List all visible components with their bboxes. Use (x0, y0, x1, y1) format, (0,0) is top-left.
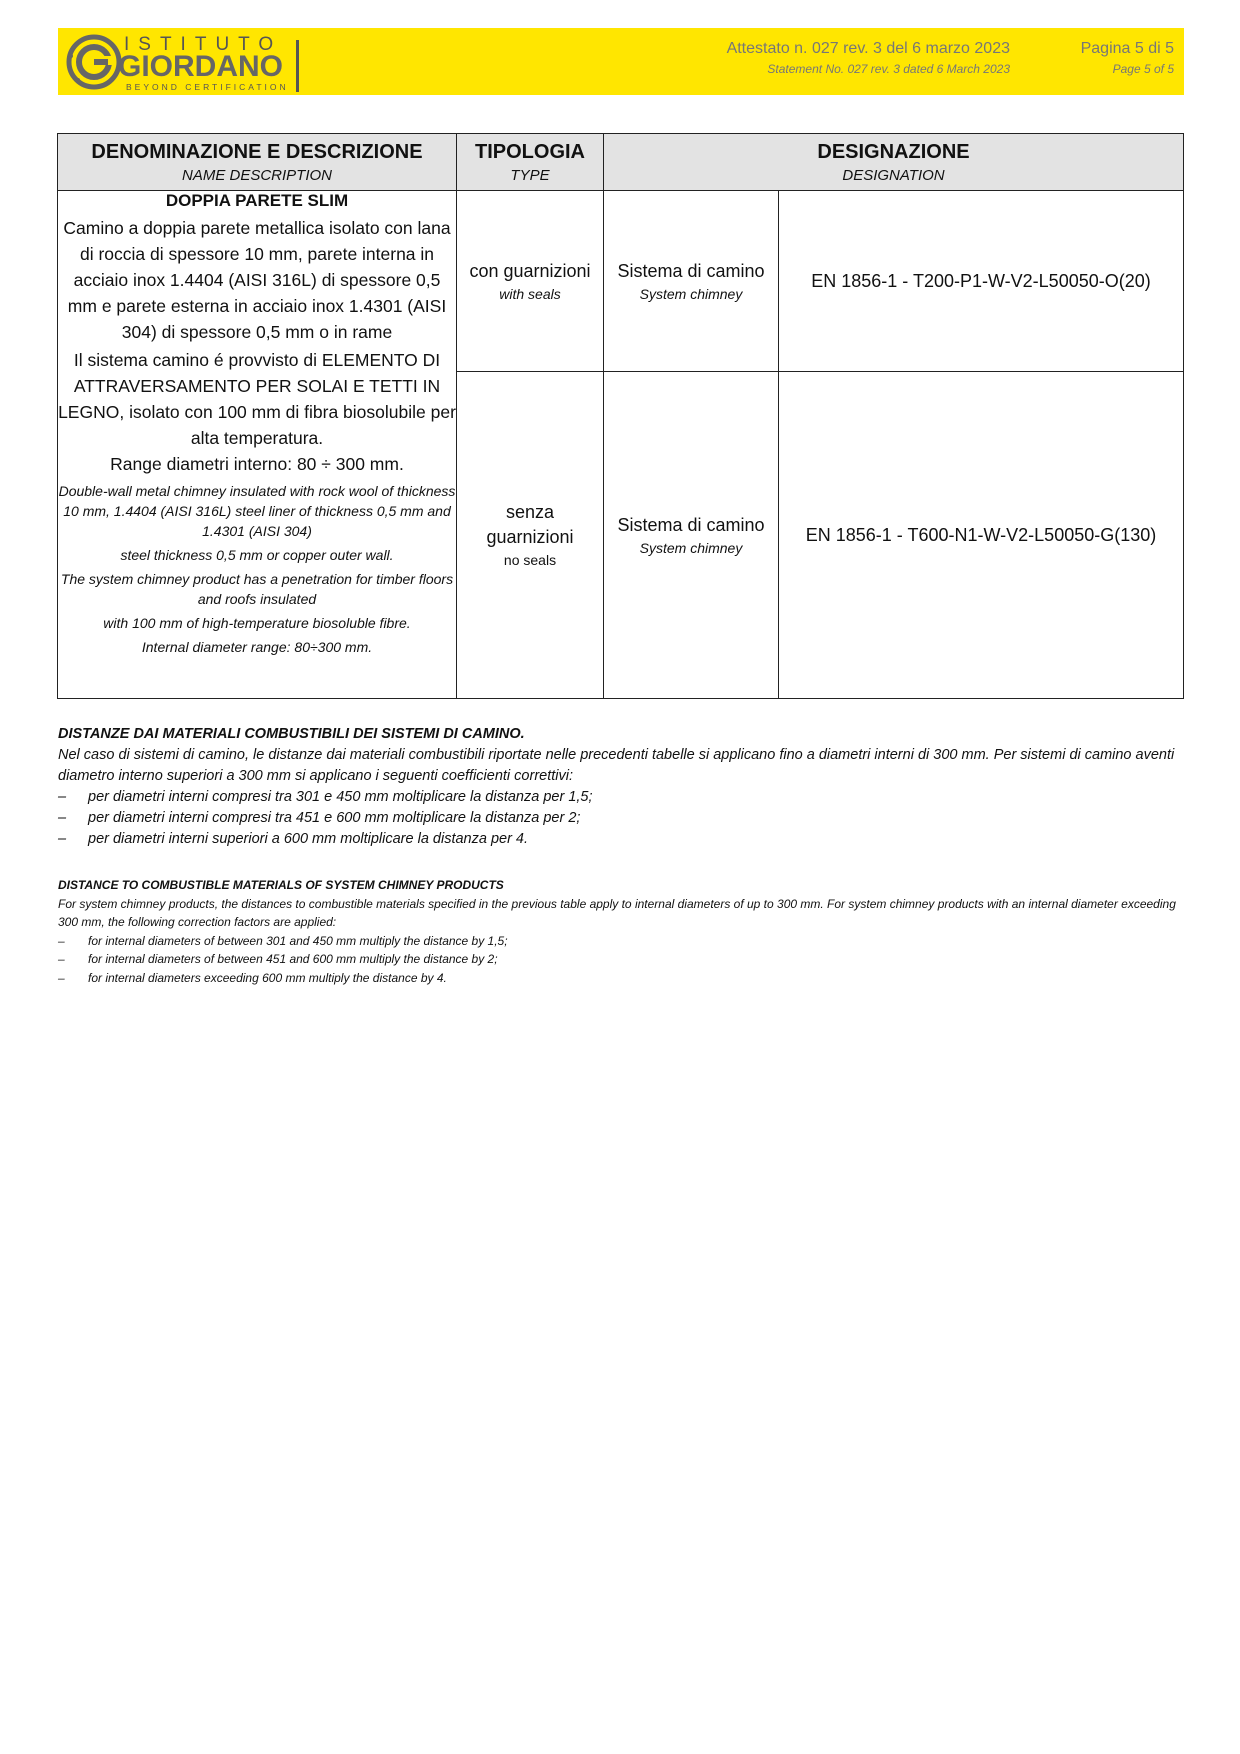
logo-top-text: ISTITUTO (124, 34, 283, 55)
statement-info (727, 40, 1010, 76)
logo-main-text: GIORDANO (118, 50, 283, 83)
list-item-text: per diametri interni superiori a 600 mm moltiplicare la distanza per 4. (88, 831, 529, 847)
list-item (58, 932, 1178, 951)
description-it-3: Range diametri interno: 80 ÷ 300 mm. (110, 454, 404, 474)
designation-table (57, 133, 1184, 699)
list-item-text: for internal diameters of between 301 and 450 mm multiply the distance by 1,5; (88, 933, 508, 948)
description-en-3: The system chimney product has a penetration for timber floors and roofs insulated (60, 571, 454, 607)
list-item (58, 808, 1178, 829)
statement-it: Attestato n. 027 rev. 3 del 6 marzo 2023 (726, 40, 1010, 57)
designation-cell: EN 1856-1 - T600-N1-W-V2-L50050-G(130) (779, 372, 1184, 699)
notes-english (58, 876, 1178, 987)
logo-sub-text: BEYOND CERTIFICATION (126, 82, 289, 92)
list-item (58, 950, 1178, 969)
table-header-row (58, 134, 1184, 191)
header-type (457, 134, 604, 191)
list-dash: – (58, 933, 65, 948)
system-en: System chimney (639, 285, 743, 302)
system-it: Sistema di camino (617, 514, 765, 535)
type-it-line-1: senza (505, 502, 555, 522)
description-it-1: Camino a doppia parete metallica isolato con lana di roccia di spessore 10 mm, parete interna in acciaio inox 1.4404 (AISI 316L) di spessore 0,5 mm e parete esterna in acciaio inox 1.4301 (AISI 304) di spessore 0,5 mm o in rame (63, 218, 451, 342)
list-item-text: per diametri interni compresi tra 451 e 600 mm moltiplicare la distanza per 2; (88, 810, 581, 826)
list-dash: – (58, 970, 65, 985)
description-it-2: Il sistema camino é provvisto di ELEMENTO DI ATTRAVERSAMENTO PER SOLAI E TETTI IN LEGNO, isolato con 100 mm di fibra biosolubile per alta temperatura. (58, 350, 456, 448)
type-cell (457, 372, 604, 699)
logo-divider (296, 40, 299, 92)
notes-it-body: Nel caso di sistemi di camino, le distanze dai materiali combustibili riportate nelle precedenti tabelle si applicano fino a diametri interni di 300 mm. Per sistemi di camino aventi diametro interno superiori a 300 mm si applicano i seguenti coefficienti correttivi: (58, 747, 1175, 784)
list-item-text: for internal diameters exceeding 600 mm multiply the distance by 4. (88, 970, 447, 985)
header-designation (604, 134, 1184, 191)
header-designation-en: DESIGNATION (842, 166, 945, 184)
description-en-4: with 100 mm of high-temperature biosoluble fibre. (103, 615, 411, 631)
list-item-text: for internal diameters of between 451 and 600 mm multiply the distance by 2; (88, 952, 498, 966)
designation-cell: EN 1856-1 - T200-P1-W-V2-L50050-O(20) (779, 191, 1184, 372)
description-en-2: steel thickness 0,5 mm or copper outer wall. (120, 547, 394, 563)
header-designation-it: DESIGNAZIONE (817, 140, 970, 163)
notes-en-title: DISTANCE TO COMBUSTIBLE MATERIALS OF SYSTEM CHIMNEY PRODUCTS (58, 878, 504, 892)
type-en: no seals (503, 552, 557, 568)
notes-italian (58, 724, 1178, 850)
list-dash: – (58, 789, 67, 805)
giordano-g-logo-icon (66, 34, 122, 90)
description-cell (58, 191, 457, 699)
notes-en-body: For system chimney products, the distances to combustible materials specified in the previous table apply to internal diameters of up to 300 mm. For system chimney products with an internal diameter exceeding 300 mm, the following correction factors are applied: (58, 896, 1176, 929)
description-en-5: Internal diameter range: 80÷300 mm. (141, 639, 373, 655)
system-cell (604, 372, 779, 699)
header-name-description (58, 134, 457, 191)
list-dash: – (58, 810, 67, 826)
list-dash: – (58, 952, 65, 966)
header-name-it: DENOMINAZIONE E DESCRIZIONE (91, 140, 423, 163)
list-item (58, 787, 1178, 808)
list-item-text: per diametri interni compresi tra 301 e 450 mm moltiplicare la distanza per 1,5; (88, 789, 593, 805)
header-band (58, 28, 1184, 95)
header-name-en: NAME DESCRIPTION (181, 166, 332, 184)
notes-it-title: DISTANZE DAI MATERIALI COMBUSTIBILI DEI SISTEMI DI CAMINO. (58, 726, 525, 742)
list-item (58, 829, 1178, 850)
system-en: System chimney (639, 539, 743, 556)
header-type-it: TIPOLOGIA (475, 140, 585, 163)
type-cell (457, 191, 604, 372)
system-cell (604, 191, 779, 372)
list-dash: – (58, 831, 67, 847)
page-number-it: Pagina 5 di 5 (1080, 40, 1174, 57)
type-it-line-2: guarnizioni (486, 527, 574, 547)
statement-en: Statement No. 027 rev. 3 dated 6 March 2023 (767, 62, 1010, 76)
list-item (58, 969, 1178, 988)
header-type-en: TYPE (510, 166, 550, 184)
table-row (58, 191, 1184, 372)
type-it: con guarnizioni (469, 260, 591, 281)
page-number-en: Page 5 of 5 (1112, 62, 1174, 76)
istituto-giordano-logo (66, 32, 306, 92)
description-en-1: Double-wall metal chimney insulated with rock wool of thickness 10 mm, 1.4404 (AISI 316L) steel liner of thickness 0,5 mm and 1.4301 (AISI 304) (58, 483, 456, 539)
page-number (1081, 40, 1174, 76)
product-title: DOPPIA PARETE SLIM (165, 191, 349, 210)
system-it: Sistema di camino (617, 260, 765, 281)
type-en: with seals (499, 285, 561, 302)
